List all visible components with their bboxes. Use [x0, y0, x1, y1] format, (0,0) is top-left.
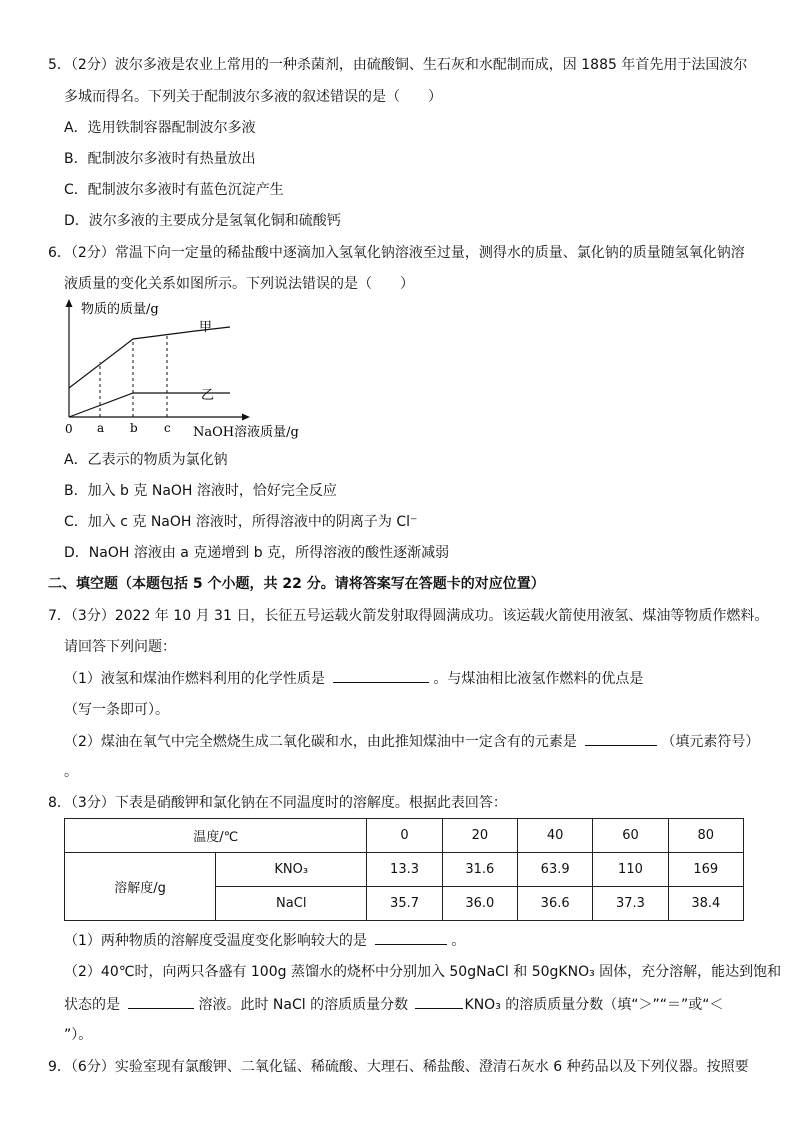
origin-label: 0 [65, 422, 73, 436]
q5-option-b: B．配制波尔多液时有热量放出 [64, 151, 256, 167]
q5-stem-line1: 5．（2分）波尔多液是农业上常用的一种杀菌剂，由硫酸铜、生石灰和水配制而成，因 1885 年首先用于法国波尔 [48, 57, 748, 73]
q8-part2-line1: （2）40℃时，向两只各盛有 100g 蒸馏水的烧杯中分别加入 50gNaCl 和 50gKNO₃ 固体，充分溶解，能达到饱和 [64, 964, 782, 980]
tick-c: c [164, 421, 171, 435]
q5-option-c: C．配制波尔多液时有蓝色沉淀产生 [64, 182, 284, 198]
value-cell: 37.3 [593, 887, 668, 921]
value-cell: 63.9 [518, 853, 593, 887]
value-cell: 110 [593, 853, 668, 887]
temp-header: 温度/℃ [65, 819, 367, 853]
q5-stem-line2: 多城而得名。下列关于配制波尔多液的叙述错误的是（ ） [64, 89, 442, 105]
temp-cell: 40 [518, 819, 593, 853]
q6-option-b: B．加入 b 克 NaOH 溶液时，恰好完全反应 [64, 483, 337, 499]
q7-part2 [64, 731, 759, 752]
q8-part2-line2 [64, 994, 724, 1015]
q8-part2-text2: 溶液。此时 NaCl 的溶质质量分数 [198, 997, 409, 1013]
x-axis-label: NaOH溶液质量/g [193, 425, 299, 440]
q7-part2-text: （2）煤油在氧气中完全燃烧生成二氧化碳和水，由此推知煤油中一定含有的元素是 [64, 734, 577, 750]
q7-part1 [64, 668, 643, 689]
q8-part1-text: （1）两种物质的溶解度受温度变化影响较大的是 [64, 933, 367, 949]
q8-part2-line3: ”）。 [64, 1027, 93, 1043]
value-cell: 35.7 [367, 887, 442, 921]
y-axis-label: 物质的质量/g [81, 302, 159, 317]
value-cell: 31.6 [442, 853, 517, 887]
q6-option-a: A．乙表示的物质为氯化钠 [64, 452, 228, 468]
q7-part1-text2: 。与煤油相比液氢作燃料的优点是 [433, 671, 644, 687]
q5-option-a: A．选用铁制容器配制波尔多液 [64, 120, 256, 136]
q6-graph [55, 296, 325, 446]
q8-blank1[interactable] [375, 930, 447, 945]
temp-cell: 80 [668, 819, 743, 853]
q8-part1-end: 。 [451, 933, 466, 949]
line-jia [69, 327, 230, 388]
q7-part2-text2: （填元素符号） [661, 734, 760, 750]
solubility-table [64, 818, 744, 921]
solubility-label: 溶解度/g [65, 853, 216, 921]
q7-part1-line2: （写一条即可）。 [64, 702, 169, 718]
q8-blank3[interactable] [415, 994, 463, 1009]
q5-option-d: D．波尔多液的主要成分是氢氧化铜和硫酸钙 [64, 213, 341, 229]
q8-part1 [64, 930, 465, 951]
y-axis-arrow [66, 299, 73, 307]
tick-b: b [130, 421, 138, 435]
q8-part2-text3: KNO₃ 的溶质质量分数（填“＞”“＝”或“＜ [464, 997, 724, 1013]
value-cell: 13.3 [367, 853, 442, 887]
q6-option-c: C．加入 c 克 NaOH 溶液时，所得溶液中的阴离子为 Cl⁻ [64, 514, 418, 530]
q8-stem: 8．（3分）下表是硝酸钾和氯化钠在不同温度时的溶解度。根据此表回答： [48, 795, 507, 811]
line-label-yi: 乙 [201, 388, 215, 403]
q7-part2-line2: 。 [64, 764, 78, 780]
substance-name: KNO₃ [216, 853, 367, 887]
q8-blank2[interactable] [128, 994, 194, 1009]
tick-a: a [97, 421, 105, 435]
table-row-temperature [65, 819, 744, 853]
q7-blank1[interactable] [333, 668, 429, 683]
q6-option-d: D．NaOH 溶液由 a 克递增到 b 克，所得溶液的酸性逐渐减弱 [64, 545, 450, 561]
table-row-kno3 [65, 853, 744, 887]
value-cell: 169 [668, 853, 743, 887]
temp-cell: 0 [367, 819, 442, 853]
temp-cell: 60 [593, 819, 668, 853]
value-cell: 36.6 [518, 887, 593, 921]
q7-stem-line1: 7．（3分）2022 年 10 月 31 日，长征五号运载火箭发射取得圆满成功。该运载火箭使用液氢、煤油等物质作燃料。 [48, 608, 769, 624]
q9-stem-line1: 9．（6分）实验室现有氯酸钾、二氧化锰、稀硫酸、大理石、稀盐酸、澄清石灰水 6 种药品以及下列仪器。按照要 [48, 1059, 749, 1075]
q6-stem-line1: 6．（2分）常温下向一定量的稀盐酸中逐滴加入氢氧化钠溶液至过量，测得水的质量、氯化钠的质量随氢氧化钠溶 [48, 245, 745, 261]
q7-stem-line2: 请回答下列问题： [64, 639, 176, 655]
q6-stem-line2: 液质量的变化关系如图所示。下列说法错误的是（ ） [64, 276, 414, 292]
section2-heading: 二、填空题（本题包括 5 个小题，共 22 分。请将答案写在答题卡的对应位置） [48, 576, 545, 592]
value-cell: 38.4 [668, 887, 743, 921]
q7-part1-text: （1）液氢和煤油作燃料利用的化学性质是 [64, 671, 325, 687]
line-label-jia: 甲 [199, 320, 213, 335]
q8-part2-text1: 状态的是 [64, 997, 120, 1013]
substance-name: NaCl [216, 887, 367, 921]
value-cell: 36.0 [442, 887, 517, 921]
q7-blank2[interactable] [585, 731, 657, 746]
x-axis-arrow [242, 414, 250, 421]
temp-cell: 20 [442, 819, 517, 853]
